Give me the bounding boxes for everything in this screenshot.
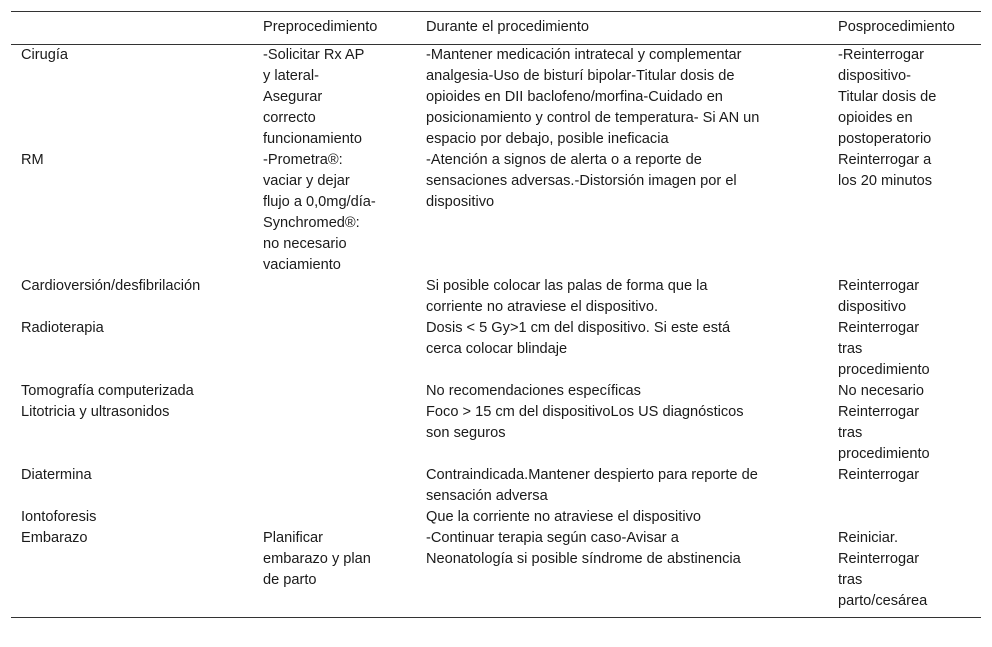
cell-pre: -Solicitar Rx AP y lateral- Asegurar correcto funcionamiento	[263, 47, 365, 147]
cell-pre	[263, 318, 426, 381]
table-row	[11, 381, 981, 402]
table-row	[11, 318, 981, 381]
cell-procedure: RM	[21, 152, 44, 168]
cell-procedure: Cirugía	[21, 47, 69, 63]
cell-procedure: Litotricia y ultrasonidos	[21, 404, 170, 420]
cell-pre	[263, 276, 426, 318]
header-durante: Durante el procedimiento	[426, 19, 590, 35]
cell-during: Foco > 15 cm del dispositivoLos US diagnósticos son seguros	[426, 404, 744, 441]
header-preprocedimiento: Preprocedimiento	[263, 19, 378, 35]
cell-post	[838, 507, 981, 528]
cell-pre	[263, 381, 426, 402]
cell-during: -Atención a signos de alerta o a reporte de sensaciones adversas.-Distorsión imagen por el dispositivo	[426, 152, 737, 210]
cell-during: Que la corriente no atraviese el dispositivo	[426, 509, 701, 525]
cell-post: No necesario	[838, 383, 924, 399]
procedures-table	[11, 11, 981, 618]
cell-pre	[263, 465, 426, 507]
cell-procedure: Iontoforesis	[21, 509, 97, 525]
table-row	[11, 528, 981, 618]
cell-during: -Mantener medicación intratecal y complementar analgesia-Uso de bisturí bipolar-Titular dosis de opioides en DII baclofeno/morfina-Cuidado en posicionamiento y control de temperatura- Si AN un espacio por debajo, posible ineficacia	[426, 47, 760, 147]
cell-pre	[263, 402, 426, 465]
cell-post: Reinterrogar tras procedimiento	[838, 404, 930, 462]
cell-procedure: Cardioversión/desfibrilación	[21, 278, 201, 294]
cell-pre: Planificar embarazo y plan de parto	[263, 530, 371, 588]
table-row	[11, 507, 981, 528]
cell-post: Reinterrogar	[838, 467, 920, 483]
header-posprocedimiento: Posprocedimiento	[838, 19, 955, 35]
cell-during: Contraindicada.Mantener despierto para reporte de sensación adversa	[426, 467, 758, 504]
cell-during: -Continuar terapia según caso-Avisar a Neonatología si posible síndrome de abstinencia	[426, 530, 741, 567]
table-header-row	[11, 12, 981, 45]
cell-during: Si posible colocar las palas de forma que la corriente no atraviese el dispositivo.	[426, 278, 708, 315]
table-row	[11, 150, 981, 276]
cell-post: Reinterrogar dispositivo	[838, 278, 920, 315]
cell-procedure: Diatermina	[21, 467, 92, 483]
cell-procedure: Radioterapia	[21, 320, 104, 336]
cell-procedure: Tomografía computerizada	[21, 383, 194, 399]
cell-post: Reinterrogar tras procedimiento	[838, 320, 930, 378]
cell-pre: -Prometra®: vaciar y dejar flujo a 0,0mg/día- Synchromed®: no necesario vaciamiento	[263, 152, 376, 273]
cell-post: Reinterrogar a los 20 minutos	[838, 152, 933, 189]
cell-post: Reiniciar. Reinterrogar tras parto/cesárea	[838, 530, 928, 609]
header-procedure	[11, 12, 263, 45]
table-row	[11, 402, 981, 465]
table-row	[11, 276, 981, 318]
cell-procedure: Embarazo	[21, 530, 88, 546]
cell-during: No recomendaciones específicas	[426, 383, 641, 399]
cell-during: Dosis < 5 Gy>1 cm del dispositivo. Si este está cerca colocar blindaje	[426, 320, 731, 357]
table-row	[11, 465, 981, 507]
cell-pre	[263, 507, 426, 528]
table-row	[11, 45, 981, 151]
cell-post: -Reinterrogar dispositivo- Titular dosis de opioides en postoperatorio	[838, 47, 937, 147]
